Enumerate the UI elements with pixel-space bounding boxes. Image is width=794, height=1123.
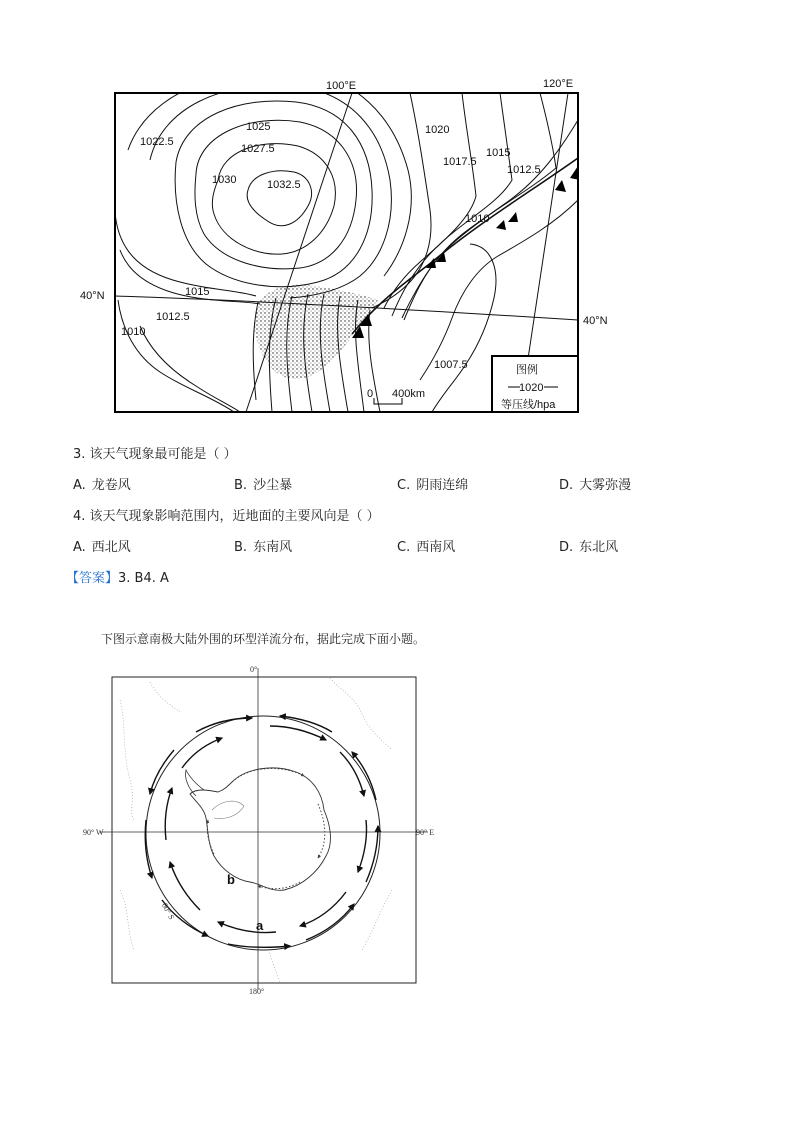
scale-distance: 400km [392,388,426,400]
map2-top-label: 0° [250,665,258,674]
lat-right-label: 40°N [583,315,608,327]
isobar-label: 1017.5 [443,156,477,168]
intro-text: 下图示意南极大陆外围的环型洋流分布，据此完成下面小题。 [101,632,426,646]
option-text: 龙卷风 [91,478,131,493]
answer-text: 3. B4. A [118,571,169,586]
q3-option-c [397,474,468,493]
option-text: 大雾弥漫 [579,478,632,493]
isobar-map [0,0,794,420]
q3-option-a [73,474,131,493]
isobar-label: 1010 [121,326,146,338]
legend-caption: 等压线/hpa [501,399,556,411]
map2-frame [112,677,416,983]
isobar-label: 1020 [425,124,450,136]
question-4: 4. 该天气现象影响范围内，近地面的主要风向是（ ） [73,509,380,524]
isobar-label: 1012.5 [156,311,190,323]
map2-right-label: 90° E [416,828,435,837]
q4-option-a [73,536,131,555]
isobar-1027-5 [195,120,357,269]
isobar-label: 1015 [185,286,210,298]
isobar-label: 1032.5 [267,179,301,191]
isobar-label: 1012.5 [507,164,541,176]
lon-120-label: 120°E [543,78,574,90]
point-a-label: a [256,918,264,933]
point-b-label: b [227,872,235,887]
scale-zero: 0 [367,388,374,400]
isobar-label: 1007.5 [434,359,468,371]
isobar-label: 1027.5 [241,143,275,155]
q4-option-b [234,536,292,555]
legend-sample: 1020 [519,382,544,394]
option-letter: A. [73,478,86,493]
option-letter: B. [234,540,248,555]
isobar-label: 1030 [212,174,237,186]
answer-label: 【答案】 [66,571,119,586]
option-letter: C. [397,540,411,555]
map2-bottom-label: 180° [249,987,265,996]
isobar-label: 1010 [465,213,490,225]
option-text: 西南风 [416,540,456,555]
antarctica-outline [190,768,330,890]
map2-lat-label: 60° S [159,901,177,922]
cold-front [352,158,578,334]
isobar-1020 [372,93,431,308]
q3-option-b [234,474,292,493]
option-text: 沙尘暴 [253,478,293,493]
option-letter: C. [397,478,411,493]
q4-option-c [397,536,455,555]
legend-title: 图例 [516,364,538,376]
lon-100-label: 100°E [326,80,357,92]
option-letter: A. [73,540,86,555]
isobar-label: 1022.5 [140,136,174,148]
q4-option-d [559,536,618,555]
option-text: 东北风 [579,540,619,555]
isobar-label: 1025 [246,121,271,133]
option-letter: B. [234,478,248,493]
lat-left-label: 40°N [80,290,105,302]
option-text: 阴雨连绵 [416,478,469,493]
option-text: 东南风 [253,540,293,555]
q3-option-d [559,474,631,493]
option-letter: D. [559,478,574,493]
option-text: 西北风 [91,540,131,555]
answer-line [66,567,169,586]
isobar-label: 1015 [486,147,511,159]
map2-left-label: 90° W [83,828,104,837]
question-3: 3. 该天气现象最可能是（ ） [73,447,237,462]
option-letter: D. [559,540,574,555]
antarctic-current-map [0,660,794,1000]
coastal-current [232,768,304,782]
